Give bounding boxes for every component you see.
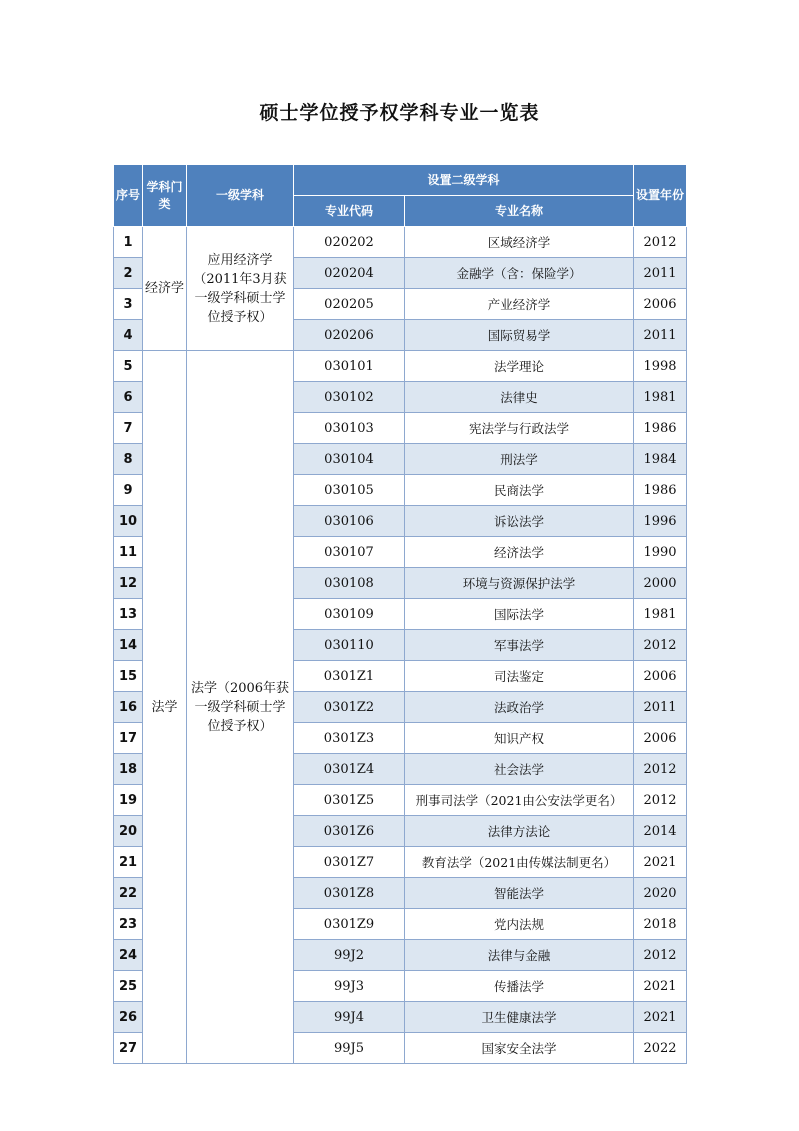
major-code: 0301Z1 (294, 661, 405, 692)
row-number: 15 (114, 661, 143, 692)
category-cell: 法学 (143, 351, 187, 1064)
major-name: 金融学（含：保险学） (405, 258, 634, 289)
major-name: 法律与金融 (405, 940, 634, 971)
established-year: 2006 (634, 723, 687, 754)
established-year: 1998 (634, 351, 687, 382)
row-number: 11 (114, 537, 143, 568)
established-year: 1984 (634, 444, 687, 475)
major-code: 0301Z7 (294, 847, 405, 878)
major-name: 党内法规 (405, 909, 634, 940)
major-code: 030109 (294, 599, 405, 630)
major-name: 法政治学 (405, 692, 634, 723)
major-name: 产业经济学 (405, 289, 634, 320)
major-code: 030105 (294, 475, 405, 506)
row-number: 19 (114, 785, 143, 816)
major-code: 030110 (294, 630, 405, 661)
major-code: 0301Z3 (294, 723, 405, 754)
major-code: 0301Z6 (294, 816, 405, 847)
major-code: 030104 (294, 444, 405, 475)
major-code: 020202 (294, 227, 405, 258)
established-year: 2011 (634, 692, 687, 723)
established-year: 2006 (634, 289, 687, 320)
header-year: 设置年份 (634, 165, 687, 227)
major-name: 传播法学 (405, 971, 634, 1002)
row-number: 2 (114, 258, 143, 289)
table-row (114, 227, 687, 258)
established-year: 2012 (634, 940, 687, 971)
established-year: 1986 (634, 413, 687, 444)
established-year: 1981 (634, 382, 687, 413)
row-number: 26 (114, 1002, 143, 1033)
header-code: 专业代码 (294, 196, 405, 227)
major-name: 经济法学 (405, 537, 634, 568)
major-name: 卫生健康法学 (405, 1002, 634, 1033)
row-number: 4 (114, 320, 143, 351)
major-code: 0301Z2 (294, 692, 405, 723)
established-year: 2006 (634, 661, 687, 692)
established-year: 2021 (634, 971, 687, 1002)
major-code: 030101 (294, 351, 405, 382)
major-name: 国际法学 (405, 599, 634, 630)
established-year: 2014 (634, 816, 687, 847)
row-number: 24 (114, 940, 143, 971)
major-name: 智能法学 (405, 878, 634, 909)
major-code: 030106 (294, 506, 405, 537)
major-code: 0301Z9 (294, 909, 405, 940)
established-year: 2000 (634, 568, 687, 599)
major-name: 司法鉴定 (405, 661, 634, 692)
header-name: 专业名称 (405, 196, 634, 227)
row-number: 6 (114, 382, 143, 413)
major-name: 法律史 (405, 382, 634, 413)
major-name: 法律方法论 (405, 816, 634, 847)
major-code: 030103 (294, 413, 405, 444)
row-number: 23 (114, 909, 143, 940)
established-year: 1981 (634, 599, 687, 630)
row-number: 5 (114, 351, 143, 382)
row-number: 9 (114, 475, 143, 506)
row-number: 22 (114, 878, 143, 909)
row-number: 18 (114, 754, 143, 785)
first-level-cell: 应用经济学（2011年3月获一级学科硕士学位授予权） (187, 227, 294, 351)
first-level-cell: 法学（2006年获一级学科硕士学位授予权） (187, 351, 294, 1064)
major-code: 0301Z4 (294, 754, 405, 785)
major-name: 诉讼法学 (405, 506, 634, 537)
major-code: 030108 (294, 568, 405, 599)
major-code: 020204 (294, 258, 405, 289)
major-name: 社会法学 (405, 754, 634, 785)
established-year: 1990 (634, 537, 687, 568)
header-second-level-group: 设置二级学科 (294, 165, 634, 196)
major-code: 99J5 (294, 1033, 405, 1064)
major-code: 0301Z8 (294, 878, 405, 909)
category-cell: 经济学 (143, 227, 187, 351)
row-number: 21 (114, 847, 143, 878)
row-number: 14 (114, 630, 143, 661)
header-category: 学科门类 (143, 165, 187, 227)
row-number: 3 (114, 289, 143, 320)
row-number: 16 (114, 692, 143, 723)
row-number: 10 (114, 506, 143, 537)
major-name: 民商法学 (405, 475, 634, 506)
major-code: 99J3 (294, 971, 405, 1002)
major-code: 99J2 (294, 940, 405, 971)
header-first-level: 一级学科 (187, 165, 294, 227)
row-number: 1 (114, 227, 143, 258)
row-number: 12 (114, 568, 143, 599)
established-year: 1996 (634, 506, 687, 537)
major-code: 99J4 (294, 1002, 405, 1033)
major-name: 军事法学 (405, 630, 634, 661)
established-year: 2012 (634, 754, 687, 785)
major-name: 国家安全法学 (405, 1033, 634, 1064)
row-number: 13 (114, 599, 143, 630)
major-name: 区域经济学 (405, 227, 634, 258)
table-body (114, 227, 687, 1064)
row-number: 25 (114, 971, 143, 1002)
row-number: 17 (114, 723, 143, 754)
established-year: 2022 (634, 1033, 687, 1064)
major-name: 国际贸易学 (405, 320, 634, 351)
established-year: 2021 (634, 847, 687, 878)
header-seq: 序号 (114, 165, 143, 227)
major-name: 教育法学（2021由传媒法制更名） (405, 847, 634, 878)
major-name: 刑法学 (405, 444, 634, 475)
major-name: 环境与资源保护法学 (405, 568, 634, 599)
established-year: 2011 (634, 320, 687, 351)
row-number: 20 (114, 816, 143, 847)
page-title: 硕士学位授予权学科专业一览表 (259, 102, 540, 124)
established-year: 2012 (634, 227, 687, 258)
established-year: 2020 (634, 878, 687, 909)
established-year: 2021 (634, 1002, 687, 1033)
major-name: 知识产权 (405, 723, 634, 754)
major-code: 020205 (294, 289, 405, 320)
table-row (114, 351, 687, 382)
row-number: 8 (114, 444, 143, 475)
major-code: 0301Z5 (294, 785, 405, 816)
major-code: 030102 (294, 382, 405, 413)
established-year: 2018 (634, 909, 687, 940)
established-year: 2012 (634, 785, 687, 816)
row-number: 7 (114, 413, 143, 444)
established-year: 1986 (634, 475, 687, 506)
major-name: 宪法学与行政法学 (405, 413, 634, 444)
row-number: 27 (114, 1033, 143, 1064)
established-year: 2011 (634, 258, 687, 289)
major-name: 法学理论 (405, 351, 634, 382)
disciplines-table (113, 164, 687, 1064)
established-year: 2012 (634, 630, 687, 661)
major-name: 刑事司法学（2021由公安法学更名） (405, 785, 634, 816)
major-code: 030107 (294, 537, 405, 568)
major-code: 020206 (294, 320, 405, 351)
table-header (114, 165, 687, 227)
